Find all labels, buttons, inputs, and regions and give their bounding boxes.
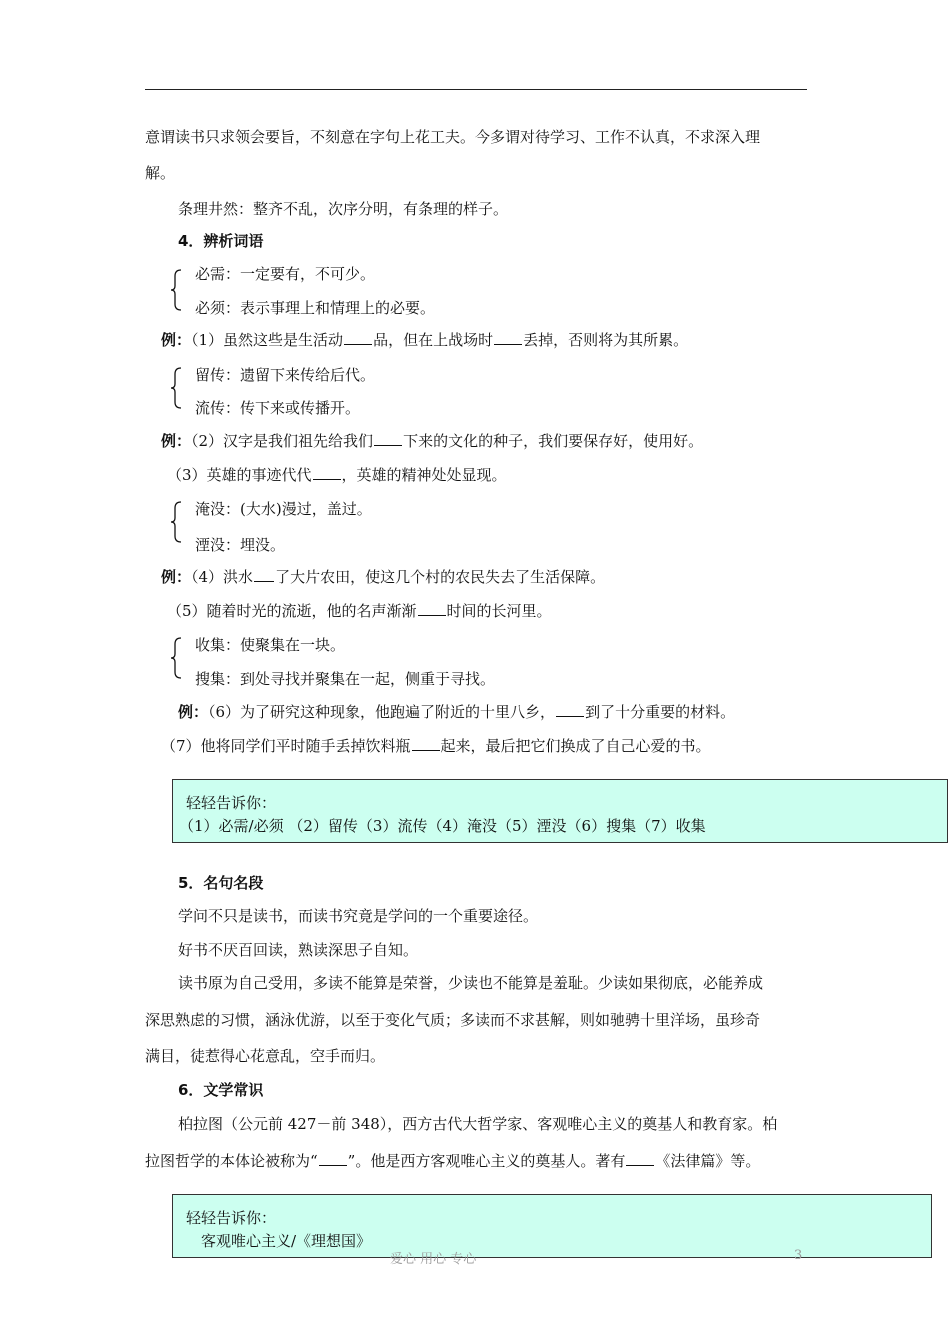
- definition-bixu-2: 必须：表示事理上和情理上的必要。: [195, 299, 436, 317]
- brace-icon: [170, 636, 180, 680]
- brace-icon: [170, 268, 180, 312]
- definition-bixu-1: 必需：一定要有，不可少。: [195, 265, 376, 283]
- example-4: 例：（4）洪水 了大片农田，使这几个村的农民失去了生活保障。: [161, 568, 606, 586]
- example-6: 例：（6）为了研究这种现象，他跑遍了附近的十里八乡， 到了十分重要的材料。: [178, 703, 736, 721]
- brace-icon: [170, 366, 180, 410]
- definition-yanmo-2: 湮没：埋没。: [195, 536, 286, 554]
- quote-2: 好书不厌百回读，熟读深思子自知。: [178, 941, 419, 959]
- answer-box-1: [172, 779, 948, 843]
- example-5: （5）随着时光的流逝，他的名声渐渐 时间的长河里。: [167, 602, 552, 620]
- answer-box-2: [172, 1194, 932, 1258]
- passage-line-3: 满目，徒惹得心花意乱，空手而归。: [145, 1047, 386, 1065]
- section6-heading: 6．文学常识: [178, 1081, 264, 1099]
- intro-line-2: 解。: [145, 164, 176, 182]
- page-number: 3: [794, 1248, 803, 1263]
- passage-line-1: 读书原为自己受用，多读不能算是荣誉，少读也不能算是羞耻。少读如果彻底，必能养成: [178, 974, 764, 992]
- quote-1: 学问不只是读书，而读书究竟是学问的一个重要途径。: [178, 907, 539, 925]
- literature-line-2: 拉图哲学的本体论被称为“ ”。他是西方客观唯心主义的奠基人。著有 《法律篇》等。: [145, 1152, 761, 1170]
- definition-liuchuan-1: 留传：遗留下来传给后代。: [195, 366, 376, 384]
- example-1: 例：（1）虽然这些是生活动 品，但在上战场时 丢掉，否则将为其所累。: [161, 331, 689, 349]
- answer-box-text: 客观唯心主义/《理想国》: [201, 1232, 372, 1250]
- brace-icon: [170, 500, 180, 544]
- example-7: （7）他将同学们平时随手丢掉饮料瓶 起来，最后把它们换成了自己心爱的书。: [161, 737, 711, 755]
- header-rule: [145, 89, 807, 90]
- literature-line-1: 柏拉图（公元前 427－前 348），西方古代大哲学家、客观唯心主义的奠基人和教育家。柏: [178, 1115, 778, 1133]
- section5-heading: 5．名句名段: [178, 874, 264, 892]
- definition-tiaolijingran: 条理井然：整齐不乱，次序分明，有条理的样子。: [178, 200, 509, 218]
- footer-motto: 爱心 用心 专心: [390, 1252, 477, 1267]
- example-2: 例：（2）汉字是我们祖先给我们 下来的文化的种子，我们要保存好，使用好。: [161, 432, 704, 450]
- answer-box-title: 轻轻告诉你：: [186, 794, 277, 812]
- definition-shouji-2: 搜集：到处寻找并聚集在一起，侧重于寻找。: [195, 670, 496, 688]
- passage-line-2: 深思熟虑的习惯，涵泳优游，以至于变化气质；多读而不求甚解，则如驰骋十里洋场，虽珍奇: [145, 1011, 761, 1029]
- answer-box-title: 轻轻告诉你：: [186, 1209, 277, 1227]
- definition-liuchuan-2: 流传：传下来或传播开。: [195, 399, 361, 417]
- section4-heading: 4．辨析词语: [178, 232, 264, 250]
- definition-yanmo-1: 淹没：(大水)漫过，盖过。: [195, 500, 372, 518]
- example-3: （3）英雄的事迹代代 ，英雄的精神处处显现。: [167, 466, 507, 484]
- definition-shouji-1: 收集：使聚集在一块。: [195, 636, 346, 654]
- intro-line-1: 意谓读书只求领会要旨，不刻意在字句上花工夫。今多谓对待学习、工作不认真，不求深入理: [145, 128, 761, 146]
- answer-box-text: （1）必需/必须 （2）留传（3）流传（4）淹没（5）湮没（6）搜集（7）收集: [179, 817, 706, 835]
